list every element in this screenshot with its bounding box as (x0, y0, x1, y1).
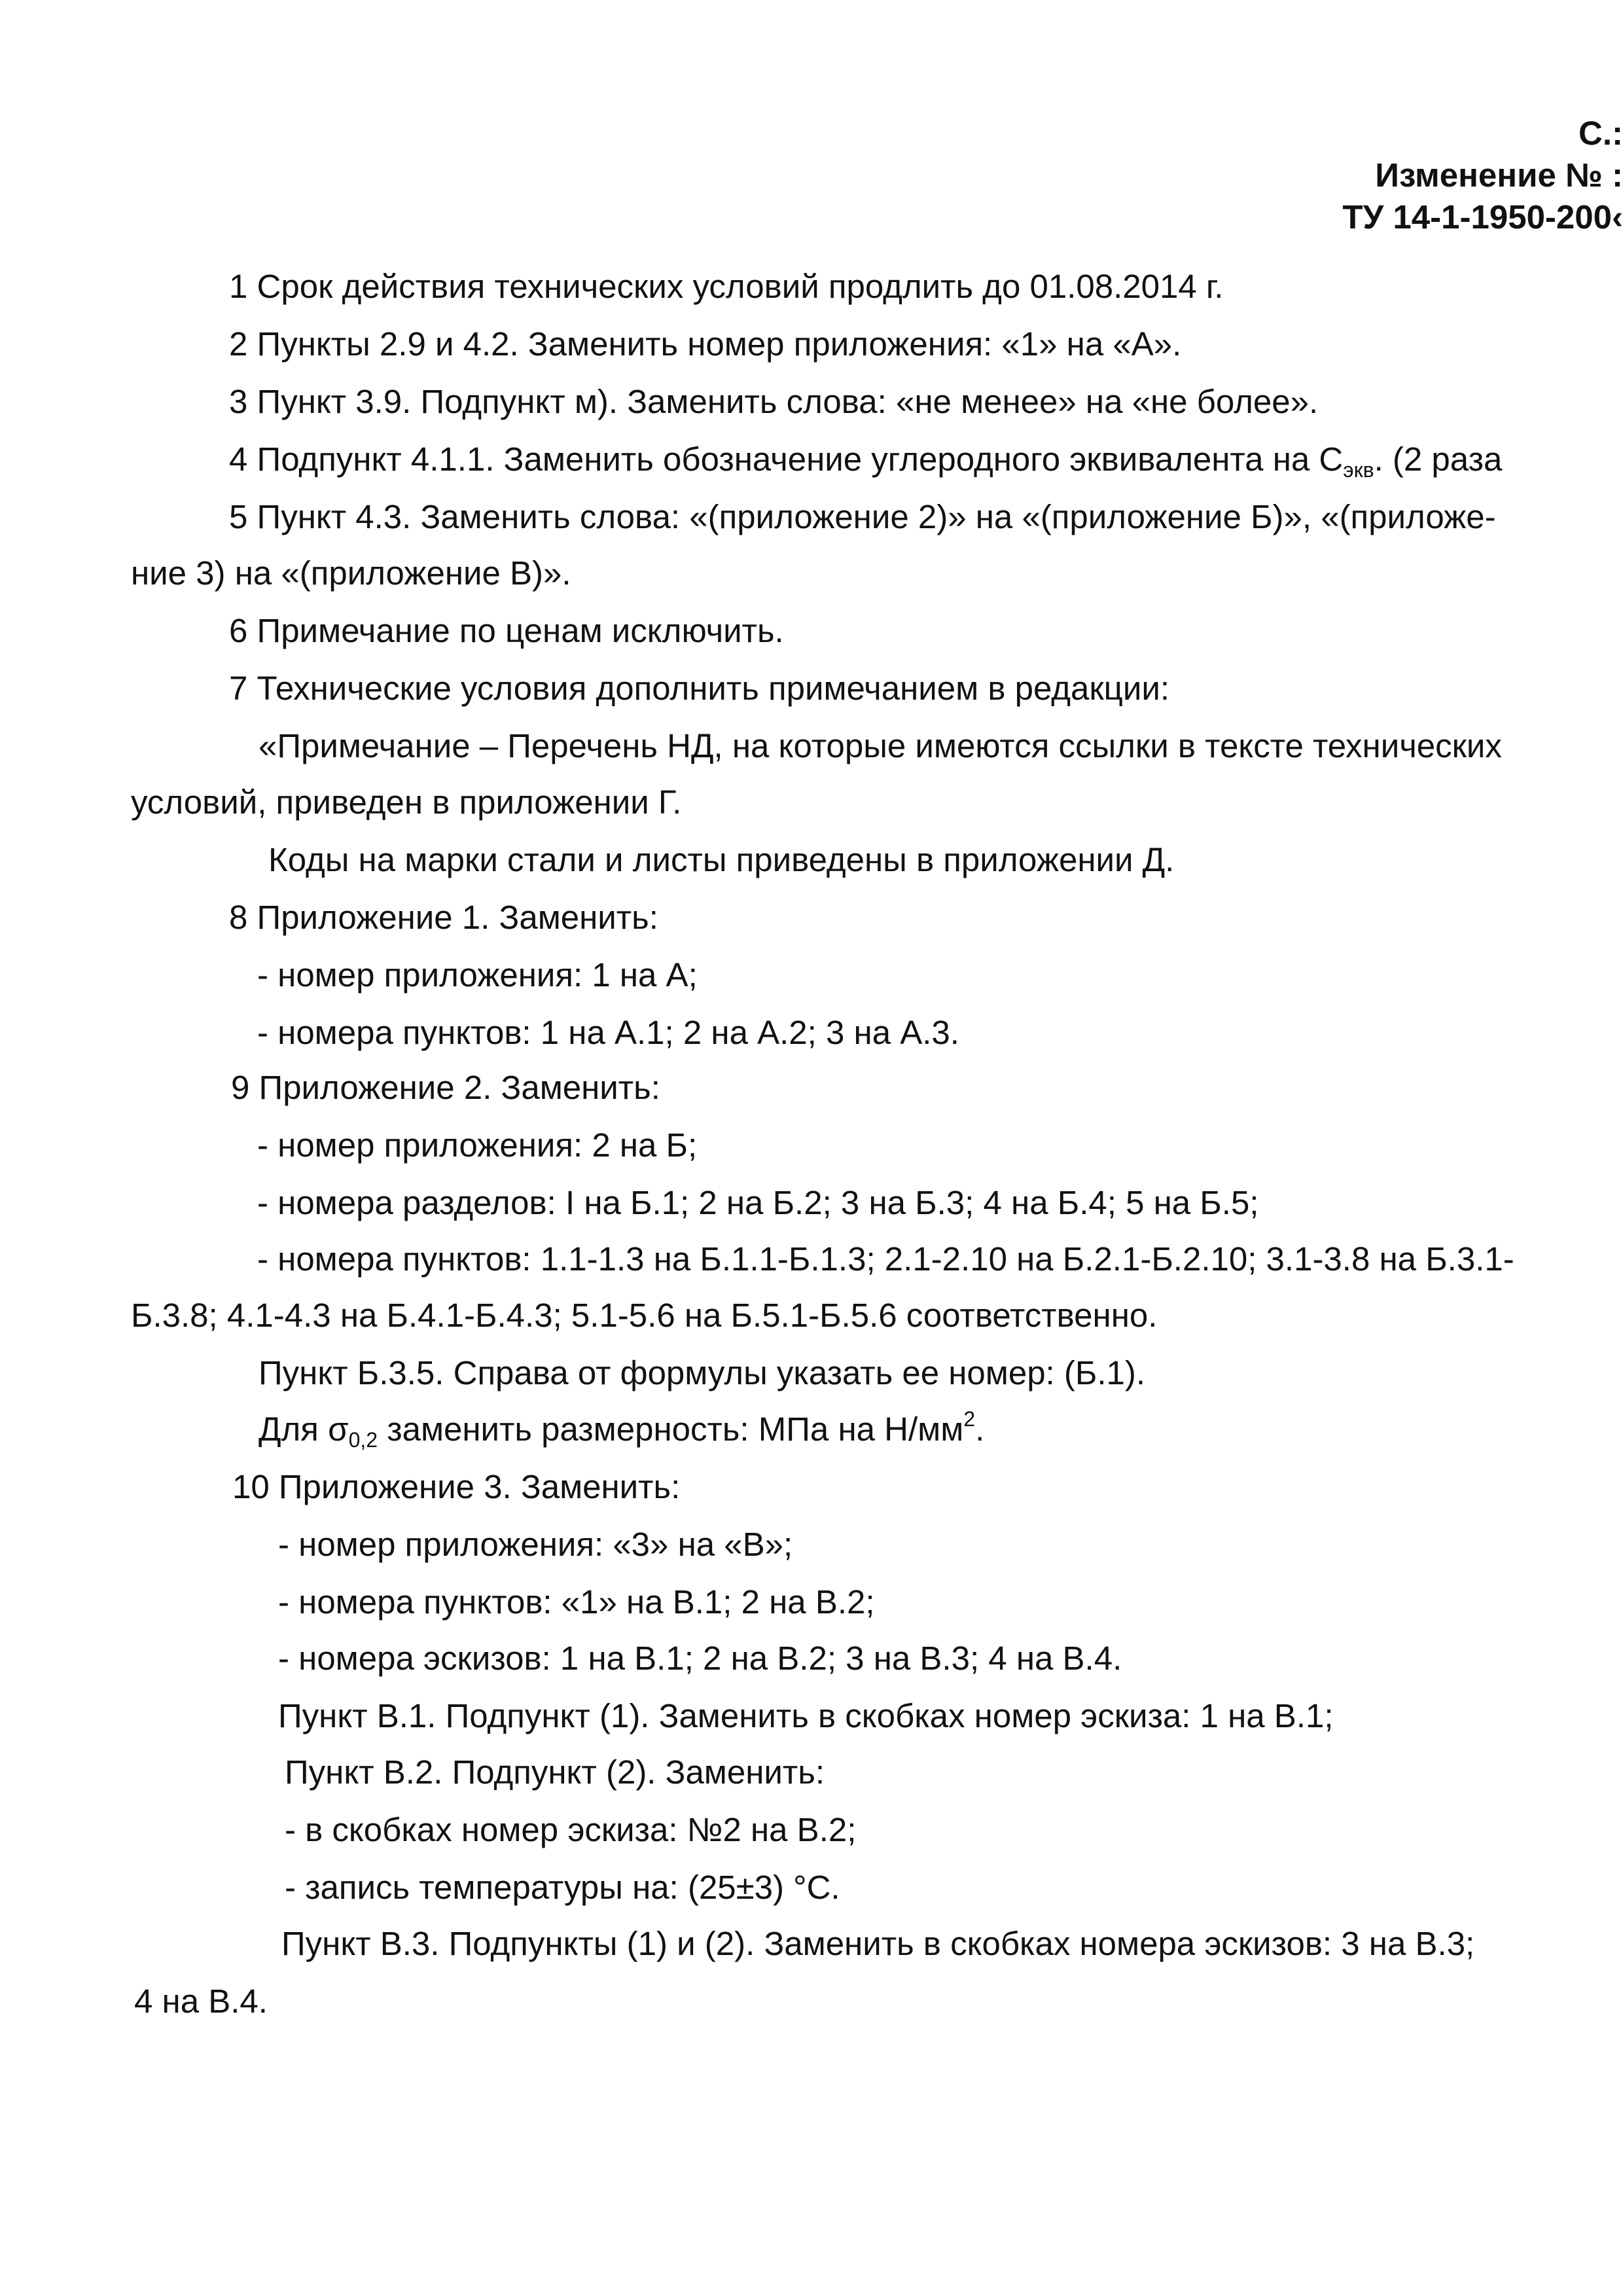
text-part: . (975, 1410, 985, 1448)
text-line: ние 3) на «(приложение В)». (131, 554, 571, 592)
text-line: 4 на В.4. (134, 1982, 268, 2020)
text-line: - номера разделов: I на Б.1; 2 на Б.2; 3 на Б.3; 4 на Б.4; 5 на Б.5; (257, 1184, 1259, 1221)
text-line (259, 1407, 985, 1452)
text-line: 2 Пункты 2.9 и 4.2. Заменить номер приложения: «1» на «А». (229, 325, 1182, 363)
text-line: 5 Пункт 4.3. Заменить слова: «(приложение 2)» на «(приложение Б)», «(приложе- (229, 498, 1496, 535)
text-line: - в скобках номер эскиза: №2 на В.2; (285, 1811, 857, 1848)
text-line (229, 440, 1503, 482)
superscript: 2 (963, 1407, 976, 1431)
subscript: экв (1343, 458, 1374, 482)
text-line: - номера пунктов: «1» на В.1; 2 на В.2; (278, 1583, 875, 1621)
text-line: 10 Приложение 3. Заменить: (232, 1468, 681, 1505)
change-number: Изменение № : (1375, 156, 1623, 194)
text-line: 3 Пункт 3.9. Подпункт м). Заменить слова: «не менее» на «не более». (229, 383, 1319, 420)
text-line: - номер приложения: 2 на Б; (257, 1126, 698, 1164)
text-line: Б.3.8; 4.1-4.3 на Б.4.1-Б.4.3; 5.1-5.6 на Б.5.1-Б.5.6 соответственно. (131, 1297, 1158, 1334)
text-line: - номер приложения: «3» на «В»; (278, 1526, 793, 1563)
text-line: 8 Приложение 1. Заменить: (229, 899, 658, 936)
text-part: Для σ (259, 1410, 349, 1448)
text-line: - номер приложения: 1 на А; (257, 956, 698, 994)
text-line: - номера пунктов: 1 на А.1; 2 на А.2; 3 на А.3. (257, 1014, 959, 1051)
page-number: С.: (1578, 115, 1623, 152)
text-line: «Примечание – Перечень НД, на которые имеются ссылки в тексте технических (259, 727, 1502, 764)
text-line: 7 Технические условия дополнить примечанием в редакции: (229, 670, 1170, 707)
text-line: Пункт В.2. Подпункт (2). Заменить: (285, 1753, 825, 1791)
text-line: - запись температуры на: (25±3) °С. (285, 1869, 840, 1906)
document-header (1099, 113, 1623, 238)
text-line: Коды на марки стали и листы приведены в приложении Д. (268, 841, 1175, 878)
text-line: 6 Примечание по ценам исключить. (229, 612, 784, 649)
text-line: Пункт Б.3.5. Справа от формулы указать ее номер: (Б.1). (259, 1354, 1146, 1391)
text-line: Пункт В.1. Подпункт (1). Заменить в скобках номер эскиза: 1 на В.1; (278, 1697, 1334, 1734)
text-part: . (2 раза (1374, 440, 1503, 478)
text-line: - номера эскизов: 1 на В.1; 2 на В.2; 3 на В.3; 4 на В.4. (278, 1640, 1122, 1677)
document-code: ТУ 14-1-1950-200‹ (1342, 198, 1623, 236)
text-line: - номера пунктов: 1.1-1.3 на Б.1.1-Б.1.3; 2.1-2.10 на Б.2.1-Б.2.10; 3.1-3.8 на Б.3.1- (257, 1240, 1514, 1278)
text-line: 9 Приложение 2. Заменить: (231, 1069, 660, 1106)
text-line: 1 Срок действия технических условий продлить до 01.08.2014 г. (229, 268, 1224, 305)
text-line: Пункт В.3. Подпункты (1) и (2). Заменить в скобках номера эскизов: 3 на В.3; (281, 1925, 1475, 1962)
text-part: заменить размерность: МПа на Н/мм (378, 1410, 964, 1448)
text-line: условий, приведен в приложении Г. (131, 783, 682, 821)
subscript: 0,2 (348, 1428, 378, 1452)
text-part: 4 Подпункт 4.1.1. Заменить обозначение углеродного эквивалента на С (229, 440, 1344, 478)
